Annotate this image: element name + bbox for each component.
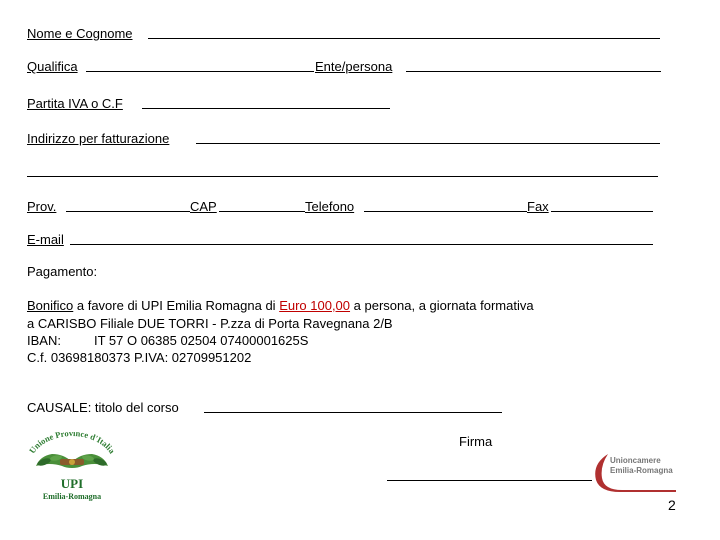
indirizzo-field[interactable] xyxy=(196,143,660,144)
unioncamere-logo xyxy=(590,450,680,498)
nome-field[interactable] xyxy=(148,38,660,39)
nome-label: Nome e Cognome xyxy=(27,26,133,41)
prov-label: Prov. xyxy=(27,199,57,214)
cap-label: CAP xyxy=(190,199,217,214)
indirizzo-label: Indirizzo per fatturazione xyxy=(27,131,170,146)
page-number: 2 xyxy=(668,497,676,513)
amount-text: Euro 100,00 xyxy=(279,298,351,313)
causale-label: CAUSALE: titolo del corso xyxy=(27,400,179,415)
indirizzo-field-line2[interactable] xyxy=(27,176,658,177)
bonifico-text: Bonifico xyxy=(27,298,74,313)
piva-field[interactable] xyxy=(142,108,390,109)
telefono-label: Telefono xyxy=(305,199,355,214)
unioncamere-line2: Emilia-Romagna xyxy=(610,466,673,475)
email-field[interactable] xyxy=(70,244,653,245)
upi-arc-text: Unione Province d'Italia xyxy=(26,432,118,456)
upi-region: Emilia-Romagna xyxy=(42,492,102,501)
iban-value: IT 57 O 06385 02504 07400001625S xyxy=(93,333,309,348)
prov-field[interactable] xyxy=(66,211,190,212)
ente-label: Ente/persona xyxy=(315,59,393,74)
upi-logo xyxy=(22,432,122,504)
unioncamere-line1: Unioncamere xyxy=(610,456,661,465)
svg-text:Unione Province d'Italia xyxy=(27,432,118,456)
iban-line xyxy=(27,333,308,349)
fax-label: Fax xyxy=(527,199,549,214)
firma-label: Firma xyxy=(459,434,493,449)
firma-field[interactable] xyxy=(387,480,592,481)
payment-line2: a CARISBO Filiale DUE TORRI - P.zza di Porta Ravegnana 2/B xyxy=(27,316,393,331)
unioncamere-swoosh-icon xyxy=(590,450,680,498)
iban-label: IBAN: xyxy=(27,333,61,348)
qualifica-label: Qualifica xyxy=(27,59,78,74)
email-label: E-mail xyxy=(27,232,64,247)
cf-line: C.f. 03698180373 P.IVA: 02709951202 xyxy=(27,350,252,365)
cap-field[interactable] xyxy=(219,211,305,212)
payment-line1 xyxy=(27,298,534,314)
causale-field[interactable] xyxy=(204,412,502,413)
fax-field[interactable] xyxy=(551,211,653,212)
telefono-field[interactable] xyxy=(364,211,527,212)
payment-heading: Pagamento: xyxy=(27,264,98,279)
upi-emblem-icon xyxy=(22,432,122,504)
qualifica-field[interactable] xyxy=(86,71,314,72)
ente-field[interactable] xyxy=(406,71,661,72)
piva-label: Partita IVA o C.F xyxy=(27,96,123,111)
payment-line1-mid: a favore di UPI Emilia Romagna di xyxy=(73,298,280,313)
upi-name: UPI xyxy=(60,476,84,491)
payment-line1-end: a persona, a giornata formativa xyxy=(350,298,534,313)
